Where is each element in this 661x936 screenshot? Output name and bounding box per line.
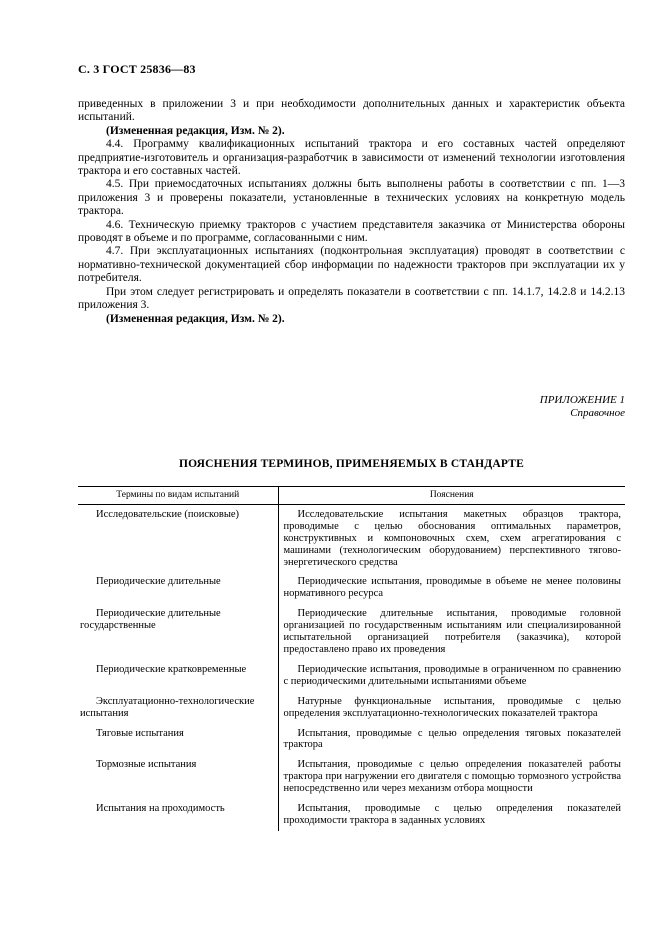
explanation-text: Исследовательские испытания макетных образцов трактора, проводимые с целью обоснования оптимальных параметров, конструктивных и компоновочных схем, схем агрегатирования с машинами (технологическим оборудованием) перспективного тягово-энергетического средства	[283, 508, 621, 568]
term-cell	[78, 572, 278, 604]
term-cell	[78, 660, 278, 692]
appendix-title: ПОЯСНЕНИЯ ТЕРМИНОВ, ПРИМЕНЯЕМЫХ В СТАНДАРТЕ	[178, 457, 525, 470]
explanation-cell	[278, 660, 625, 692]
continued-paragraph: приведенных в приложении 3 и при необходимости дополнительных данных и характеристик объекта испытаний.	[78, 98, 625, 124]
clause-4-7-continued: При этом следует регистрировать и определять показатели в соответствии с пп. 14.1.7, 14.2.8 и 14.2.13 приложения 3.	[78, 285, 625, 312]
clause-4-4: 4.4. Программу квалификационных испытаний трактора и его составных частей определяют предприятие-изготовитель и организация-разработчик в зависимости от изменений технологии изготовления трактора и его составных частей.	[78, 138, 625, 178]
appendix-number: ПРИЛОЖЕНИЕ 1	[539, 393, 625, 406]
table-row	[78, 604, 625, 660]
term-text: Эксплуатационно-технологические испытания	[80, 695, 255, 719]
explanation-cell	[278, 604, 625, 660]
terms-table-body	[78, 504, 625, 830]
term-cell	[78, 604, 278, 660]
explanation-cell	[278, 799, 625, 831]
table-row	[78, 755, 625, 799]
explanation-cell	[278, 504, 625, 572]
explanation-text: Периодические испытания, проводимые в объеме не менее половины нормативного ресурса	[283, 576, 621, 600]
explanation-text: Периодические испытания, проводимые в ограниченном по сравнению с периодическими длительными испытаниями объеме	[283, 663, 621, 687]
amended-note-1: (Измененная редакция, Изм. № 2).	[106, 124, 285, 137]
explanation-cell	[278, 692, 625, 724]
table-header-row	[78, 486, 625, 504]
term-cell	[78, 504, 278, 572]
column-header-explanations: Пояснения	[278, 486, 625, 504]
page-header: С. 3 ГОСТ 25836—83	[78, 62, 196, 76]
clause-4-7: 4.7. При эксплуатационных испытаниях (подконтрольная эксплуатация) проводят в соответствии с нормативно-технической документацией сбор информации по надежности тракторов при эксплуатации их у потребителя.	[78, 245, 625, 285]
term-text: Периодические длительные государственные	[80, 608, 221, 632]
term-text: Тормозные испытания	[96, 759, 197, 771]
explanation-text: Периодические длительные испытания, проводимые головной организацией по государственным испытаниям или специализированной испытательной организацией потребителя (заказчика), которой предоставлено право их проведения	[283, 608, 621, 655]
explanation-cell	[278, 572, 625, 604]
clause-4-6: 4.6. Техническую приемку тракторов с участием представителя заказчика от Министерства обороны проводят в объеме и по программе, согласованными с ним.	[78, 218, 625, 245]
term-text: Тяговые испытания	[96, 727, 184, 739]
terms-table	[78, 486, 625, 831]
term-cell	[78, 724, 278, 756]
table-row	[78, 660, 625, 692]
table-row	[78, 572, 625, 604]
term-text: Испытания на проходимость	[96, 803, 225, 815]
appendix-label-block	[78, 394, 625, 420]
term-text: Периодические кратковременные	[96, 663, 247, 675]
table-row	[78, 692, 625, 724]
table-row	[78, 799, 625, 831]
appendix-type: Справочное	[570, 406, 625, 419]
table-row	[78, 724, 625, 756]
clause-4-5: 4.5. При приемосдаточных испытаниях должны быть выполнены работы в соответствии с пп. 1—3 приложения 3 и проверены показатели, установленные в технических условиях на конкретную модель трактора.	[78, 178, 625, 218]
explanation-cell	[278, 724, 625, 756]
amended-note-2: (Измененная редакция, Изм. № 2).	[106, 312, 285, 325]
explanation-text: Испытания, проводимые с целью определения тяговых показателей трактора	[283, 727, 621, 751]
term-text: Периодические длительные	[96, 576, 221, 588]
column-header-terms: Термины по видам испытаний	[78, 486, 278, 504]
document-body	[78, 98, 625, 326]
term-cell	[78, 799, 278, 831]
term-cell	[78, 755, 278, 799]
terms-table-head	[78, 486, 625, 504]
term-cell	[78, 692, 278, 724]
explanation-cell	[278, 755, 625, 799]
explanation-text: Испытания, проводимые с целью определения показателей работы трактора при нагружении его двигателя с помощью тормозного устройства непосредственно или через механизм отбора мощности	[283, 759, 621, 795]
table-row	[78, 504, 625, 572]
explanation-text: Испытания, проводимые с целью определения показателей проходимости трактора в заданных условиях	[283, 803, 621, 826]
explanation-text: Натурные функциональные испытания, проводимые с целью определения эксплуатационно-технологических показателей трактора	[283, 695, 621, 719]
term-text: Исследовательские (поисковые)	[96, 508, 240, 520]
